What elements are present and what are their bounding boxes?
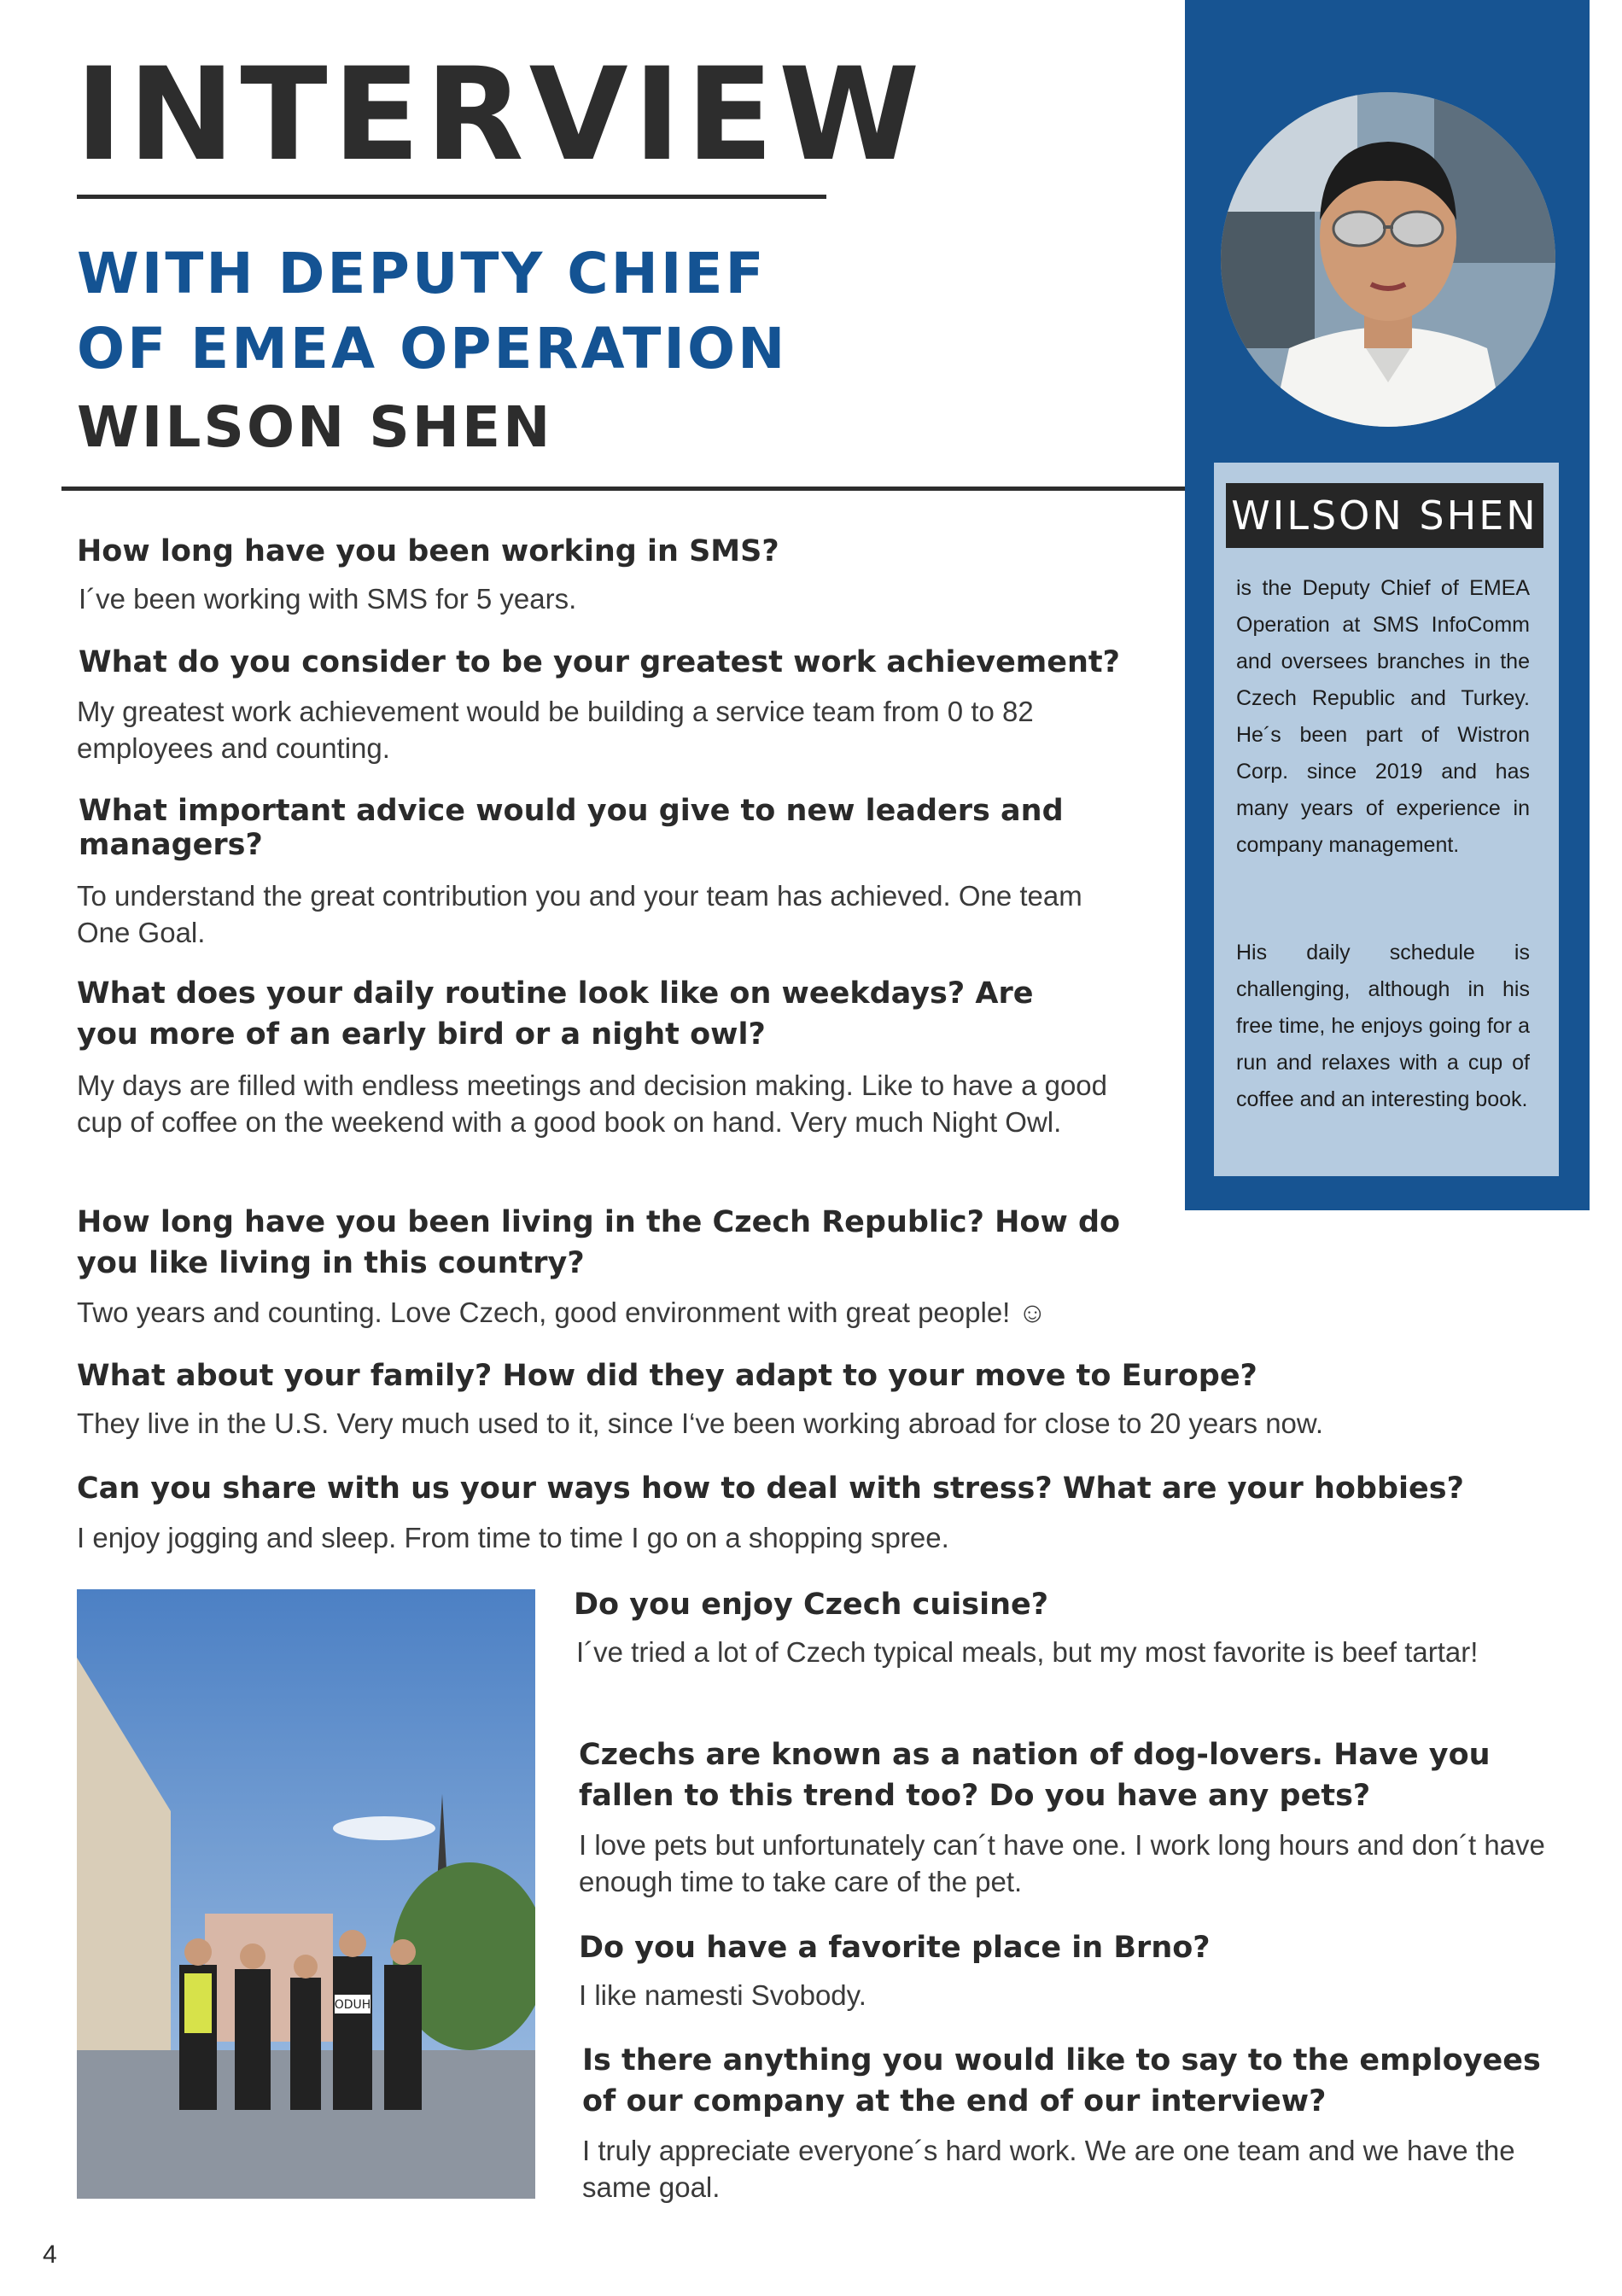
header-divider bbox=[61, 487, 1187, 491]
subtitle-line-1: WITH DEPUTY CHIEF bbox=[77, 241, 767, 306]
group-photo-illustration bbox=[77, 1589, 535, 2199]
page-title: INTERVIEW bbox=[75, 41, 925, 189]
bio-name-tag: WILSON SHEN bbox=[1226, 483, 1543, 548]
answer-10: I like namesti Svobody. bbox=[579, 1979, 866, 2011]
answer-11: I truly appreciate everyone´s hard work. We are one team and we have the same goal. bbox=[582, 2135, 1515, 2203]
question-6: What about your family? How did they adapt to your move to Europe? bbox=[77, 1359, 1257, 1393]
question-7: Can you share with us your ways how to deal with stress? What are your hobbies? bbox=[77, 1471, 1464, 1506]
portrait-illustration bbox=[1221, 92, 1555, 427]
question-2: What do you consider to be your greatest work achievement? bbox=[79, 645, 1120, 679]
answer-1: I´ve been working with SMS for 5 years. bbox=[79, 583, 577, 615]
page-number: 4 bbox=[43, 2241, 57, 2269]
group-photo bbox=[77, 1589, 535, 2199]
shirt-print-text: ODUH bbox=[334, 1998, 371, 2012]
subtitle-name: WILSON SHEN bbox=[77, 394, 553, 460]
answer-3: To understand the great contribution you and your team has achieved. One team One Goal. bbox=[77, 880, 1082, 948]
answer-5: Two years and counting. Love Czech, good environment with great people! ☺ bbox=[77, 1297, 1047, 1328]
answer-7: I enjoy jogging and sleep. From time to time I go on a shopping spree. bbox=[77, 1522, 949, 1553]
bio-paragraph-2: His daily schedule is challenging, although in his free time, he enjoys going for a run and relaxes with a cup of coffee and an interesting book. bbox=[1236, 941, 1530, 1111]
question-5: How long have you been living in the Czech Republic? How do you like living in this country? bbox=[77, 1205, 1121, 1280]
question-1: How long have you been working in SMS? bbox=[77, 534, 779, 568]
question-4: What does your daily routine look like on weekdays? Are you more of an early bird or a night owl? bbox=[77, 976, 1034, 1052]
title-divider bbox=[77, 195, 826, 199]
portrait-photo bbox=[1221, 92, 1555, 427]
question-11: Is there anything you would like to say to the employees of our company at the end of our interview? bbox=[582, 2043, 1541, 2118]
answer-2: My greatest work achievement would be building a service team from 0 to 82 employees and counting. bbox=[77, 696, 1034, 764]
answer-8: I´ve tried a lot of Czech typical meals, but my most favorite is beef tartar! bbox=[576, 1636, 1479, 1668]
question-9: Czechs are known as a nation of dog-lovers. Have you fallen to this trend too? Do you have any pets? bbox=[579, 1738, 1491, 1813]
answer-4: My days are filled with endless meetings and decision making. Like to have a good cup of coffee on the weekend with a good book on hand. Very much Night Owl. bbox=[77, 1069, 1108, 1138]
answer-9: I love pets but unfortunately can´t have one. I work long hours and don´t have enough time to take care of the pet. bbox=[579, 1829, 1545, 1897]
question-8: Do you enjoy Czech cuisine? bbox=[574, 1588, 1049, 1622]
answer-6: They live in the U.S. Very much used to it, since I‘ve been working abroad for close to 20 years now. bbox=[77, 1407, 1324, 1439]
subtitle-line-2: OF EMEA OPERATION bbox=[77, 316, 788, 382]
question-3: What important advice would you give to new leaders and managers? bbox=[79, 794, 1064, 862]
bio-paragraph-1: is the Deputy Chief of EMEA Operation at SMS InfoComm and oversees branches in the Czech Republic and Turkey. He´s been part of Wistron Corp. since 2019 and has many years of experience in company management. bbox=[1236, 576, 1530, 857]
question-10: Do you have a favorite place in Brno? bbox=[579, 1931, 1211, 1965]
